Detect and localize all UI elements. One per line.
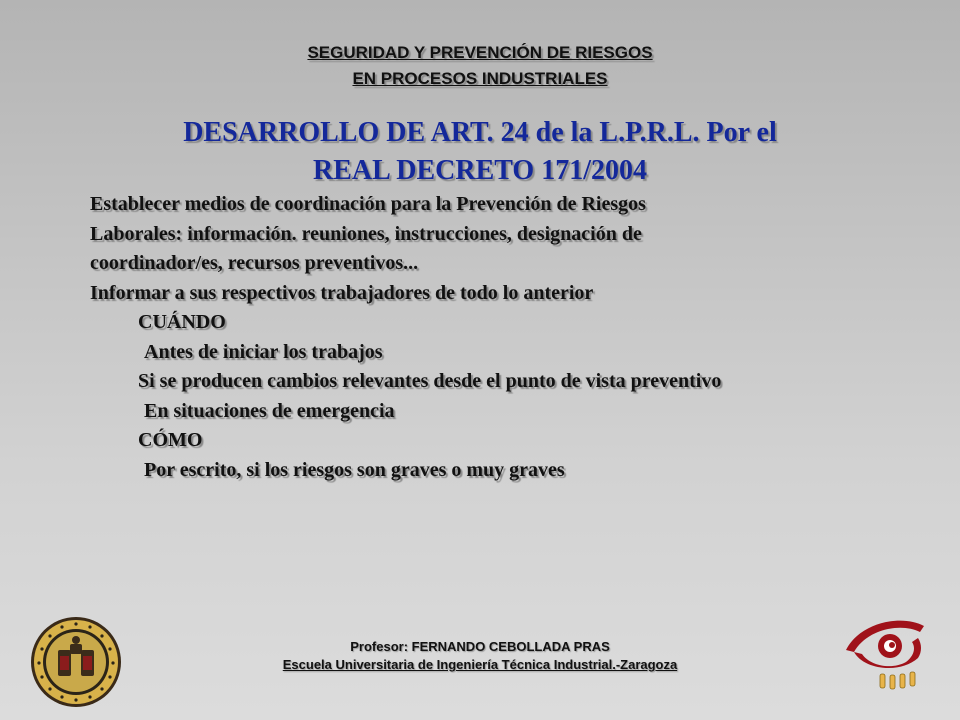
university-seal-icon — [30, 616, 122, 708]
slide-body — [90, 190, 940, 485]
footer-school: Escuela Universitaria de Ingeniería Técnica Industrial.-Zaragoza — [282, 657, 678, 672]
cuando-item-1: Antes de iniciar los trabajos — [144, 340, 383, 363]
cuando-item-2: Si se producen cambios relevantes desde el punto de vista preventivo — [138, 370, 722, 392]
body-paragraph-1-line-3: coordinador/es, recursos preventivos... — [90, 252, 419, 274]
footer-professor: Profesor: FERNANDO CEBOLLADA PRAS — [350, 639, 610, 654]
title-line-1: DESARROLLO DE ART. 24 de la L.P.R.L. Por el — [183, 117, 777, 148]
slide-header — [0, 40, 960, 92]
slide-footer — [0, 638, 960, 674]
slide-title — [0, 114, 960, 190]
cuando-heading: CUÁNDO — [138, 311, 226, 333]
header-line-2: EN PROCESOS INDUSTRIALES — [352, 69, 608, 88]
header-line-1: SEGURIDAD Y PREVENCIÓN DE RIESGOS — [307, 43, 653, 62]
body-paragraph-1-line-1: Establecer medios de coordinación para la Prevención de Riesgos — [90, 193, 646, 215]
eye-logo-icon — [840, 612, 930, 692]
como-heading: CÓMO — [138, 429, 203, 451]
title-line-2: REAL DECRETO 171/2004 — [313, 155, 647, 186]
como-item-1: Por escrito, si los riesgos son graves o muy graves — [144, 458, 565, 481]
body-paragraph-1-line-2: Laborales: información. reuniones, instrucciones, designación de — [90, 222, 642, 245]
body-paragraph-2: Informar a sus respectivos trabajadores de todo lo anterior — [90, 281, 594, 304]
cuando-item-3: En situaciones de emergencia — [144, 399, 395, 422]
